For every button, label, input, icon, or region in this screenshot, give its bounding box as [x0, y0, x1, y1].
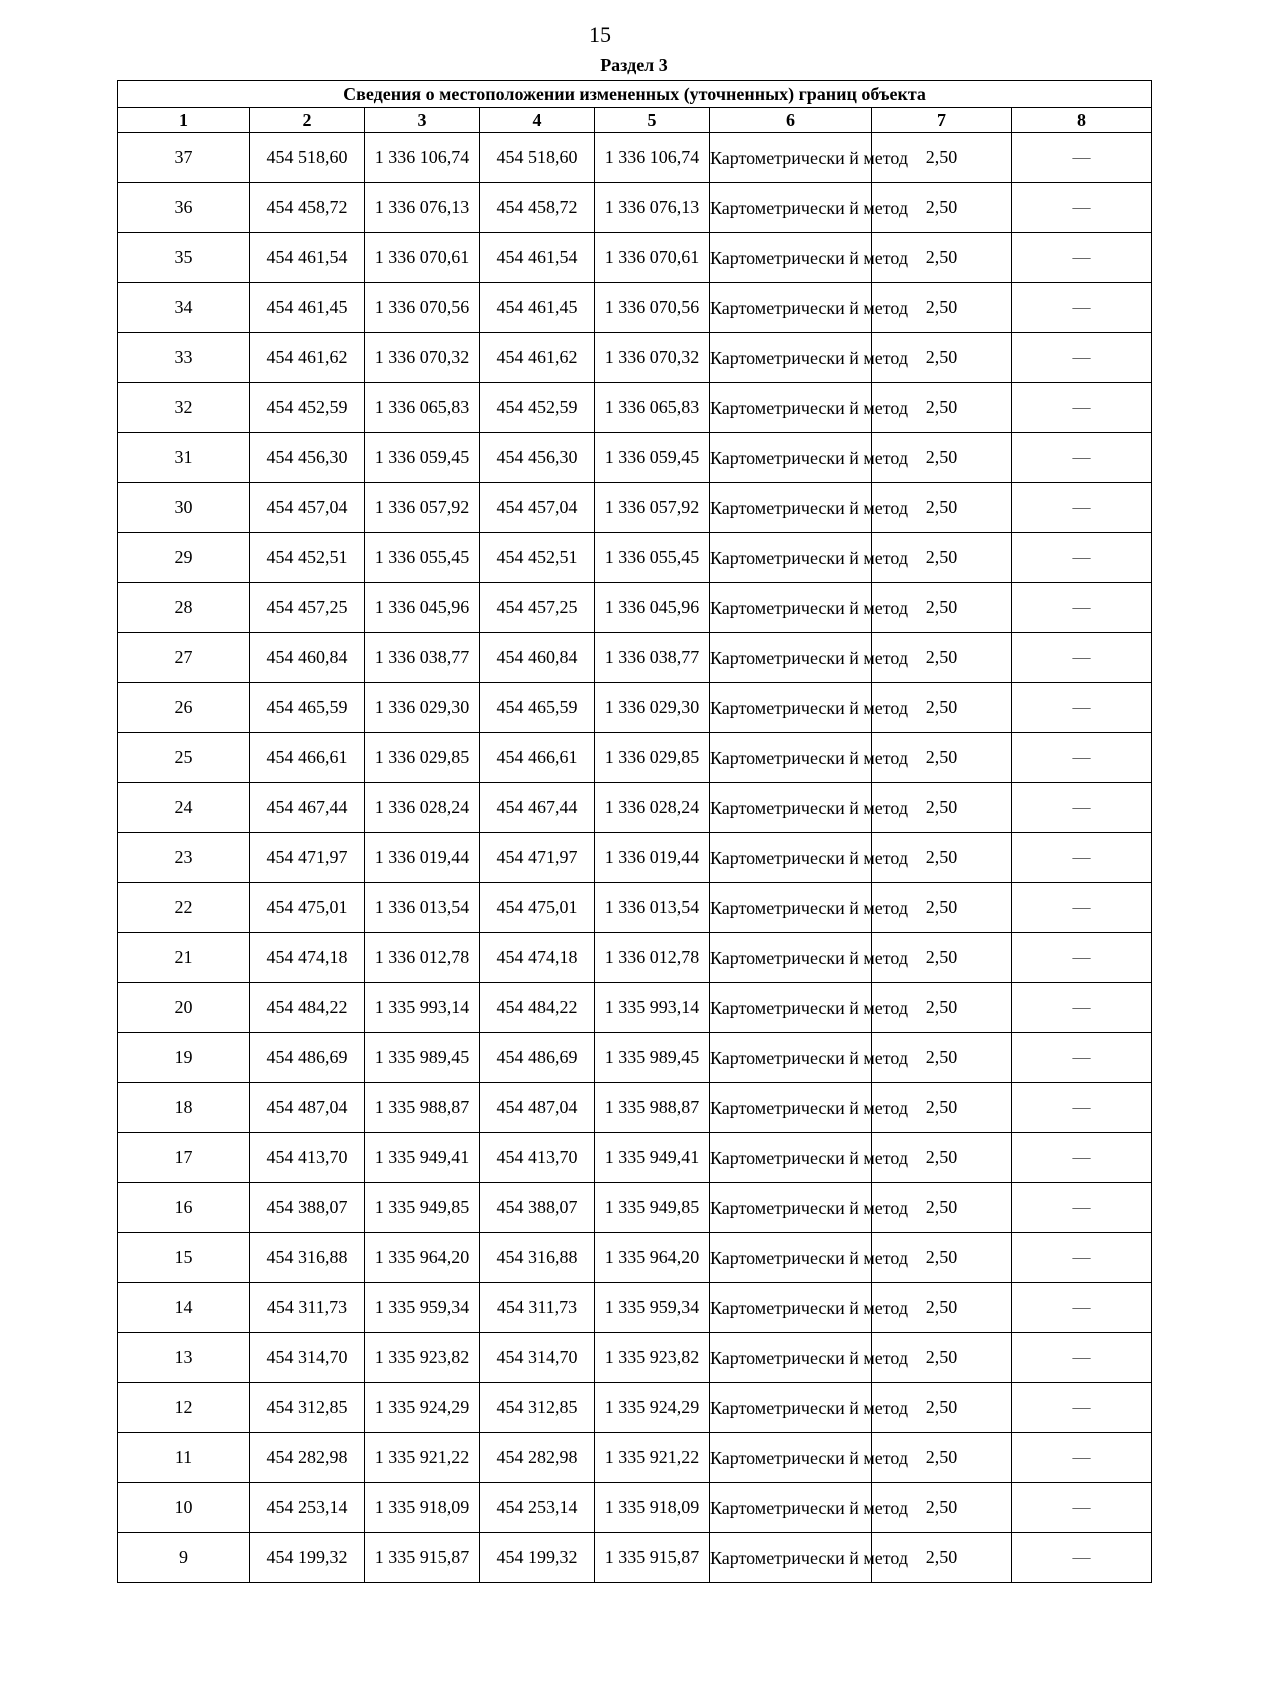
y-refined-cell: 1 336 059,45: [595, 433, 710, 483]
description-cell: —: [1012, 583, 1152, 633]
table-row: [118, 533, 1152, 583]
description-cell: —: [1012, 633, 1152, 683]
method-cell: Картометрически й метод: [710, 883, 872, 933]
method-cell: Картометрически й метод: [710, 1333, 872, 1383]
x-refined-cell: 454 314,70: [480, 1333, 595, 1383]
table-row: [118, 1433, 1152, 1483]
section-title: Раздел 3: [600, 55, 668, 75]
accuracy-cell: 2,50: [872, 333, 1012, 383]
y-existing-cell: 1 335 915,87: [365, 1533, 480, 1583]
description-cell: —: [1012, 1083, 1152, 1133]
accuracy-cell: 2,50: [872, 1233, 1012, 1283]
description-cell: —: [1012, 533, 1152, 583]
table-row: [118, 383, 1152, 433]
accuracy-cell: 2,50: [872, 533, 1012, 583]
description-cell: —: [1012, 733, 1152, 783]
x-existing-cell: 454 199,32: [250, 1533, 365, 1583]
description-cell: —: [1012, 833, 1152, 883]
accuracy-cell: 2,50: [872, 433, 1012, 483]
point-number-cell: 26: [118, 683, 250, 733]
y-existing-cell: 1 336 059,45: [365, 433, 480, 483]
x-refined-cell: 454 458,72: [480, 183, 595, 233]
accuracy-cell: 2,50: [872, 183, 1012, 233]
point-number-cell: 21: [118, 933, 250, 983]
table-row: [118, 233, 1152, 283]
description-cell: —: [1012, 1233, 1152, 1283]
x-refined-cell: 454 461,54: [480, 233, 595, 283]
table-row: [118, 483, 1152, 533]
method-cell: Картометрически й метод: [710, 1383, 872, 1433]
method-cell: Картометрически й метод: [710, 283, 872, 333]
y-refined-cell: 1 336 106,74: [595, 133, 710, 183]
table-row: [118, 683, 1152, 733]
y-existing-cell: 1 335 949,41: [365, 1133, 480, 1183]
y-existing-cell: 1 335 924,29: [365, 1383, 480, 1433]
point-number-cell: 13: [118, 1333, 250, 1383]
y-refined-cell: 1 336 029,85: [595, 733, 710, 783]
x-refined-cell: 454 484,22: [480, 983, 595, 1033]
x-existing-cell: 454 413,70: [250, 1133, 365, 1183]
table-row: [118, 1483, 1152, 1533]
description-cell: —: [1012, 1133, 1152, 1183]
point-number-cell: 15: [118, 1233, 250, 1283]
accuracy-cell: 2,50: [872, 1383, 1012, 1433]
x-existing-cell: 454 474,18: [250, 933, 365, 983]
x-existing-cell: 454 461,54: [250, 233, 365, 283]
point-number-cell: 23: [118, 833, 250, 883]
accuracy-cell: 2,50: [872, 133, 1012, 183]
point-number-cell: 35: [118, 233, 250, 283]
method-cell: Картометрически й метод: [710, 633, 872, 683]
x-existing-cell: 454 471,97: [250, 833, 365, 883]
column-number: 5: [595, 108, 710, 133]
method-cell: Картометрически й метод: [710, 433, 872, 483]
y-refined-cell: 1 336 045,96: [595, 583, 710, 633]
description-cell: —: [1012, 133, 1152, 183]
page-number: 15: [589, 22, 611, 47]
x-existing-cell: 454 282,98: [250, 1433, 365, 1483]
accuracy-cell: 2,50: [872, 933, 1012, 983]
point-number-cell: 25: [118, 733, 250, 783]
method-cell: Картометрически й метод: [710, 383, 872, 433]
accuracy-cell: 2,50: [872, 1333, 1012, 1383]
point-number-cell: 14: [118, 1283, 250, 1333]
method-cell: Картометрически й метод: [710, 533, 872, 583]
x-refined-cell: 454 518,60: [480, 133, 595, 183]
method-cell: Картометрически й метод: [710, 1083, 872, 1133]
description-cell: —: [1012, 383, 1152, 433]
y-refined-cell: 1 335 989,45: [595, 1033, 710, 1083]
method-cell: Картометрически й метод: [710, 683, 872, 733]
point-number-cell: 32: [118, 383, 250, 433]
accuracy-cell: 2,50: [872, 1033, 1012, 1083]
accuracy-cell: 2,50: [872, 883, 1012, 933]
y-refined-cell: 1 336 028,24: [595, 783, 710, 833]
description-cell: —: [1012, 1483, 1152, 1533]
y-refined-cell: 1 336 029,30: [595, 683, 710, 733]
point-number-cell: 19: [118, 1033, 250, 1083]
table-row: [118, 1083, 1152, 1133]
column-number: 8: [1012, 108, 1152, 133]
y-existing-cell: 1 335 923,82: [365, 1333, 480, 1383]
x-refined-cell: 454 475,01: [480, 883, 595, 933]
x-refined-cell: 454 456,30: [480, 433, 595, 483]
y-existing-cell: 1 335 988,87: [365, 1083, 480, 1133]
x-existing-cell: 454 452,59: [250, 383, 365, 433]
accuracy-cell: 2,50: [872, 1133, 1012, 1183]
x-existing-cell: 454 518,60: [250, 133, 365, 183]
y-refined-cell: 1 335 923,82: [595, 1333, 710, 1383]
table-row: [118, 183, 1152, 233]
y-existing-cell: 1 335 949,85: [365, 1183, 480, 1233]
table-row: [118, 1033, 1152, 1083]
point-number-cell: 10: [118, 1483, 250, 1533]
method-cell: Картометрически й метод: [710, 183, 872, 233]
accuracy-cell: 2,50: [872, 1283, 1012, 1333]
x-refined-cell: 454 457,04: [480, 483, 595, 533]
description-cell: —: [1012, 1533, 1152, 1583]
method-cell: Картометрически й метод: [710, 133, 872, 183]
x-refined-cell: 454 452,51: [480, 533, 595, 583]
y-existing-cell: 1 336 028,24: [365, 783, 480, 833]
column-number: 7: [872, 108, 1012, 133]
y-refined-cell: 1 336 013,54: [595, 883, 710, 933]
table-row: [118, 783, 1152, 833]
y-existing-cell: 1 335 993,14: [365, 983, 480, 1033]
column-number: 1: [118, 108, 250, 133]
table-row: [118, 1383, 1152, 1433]
method-cell: Картометрически й метод: [710, 783, 872, 833]
y-refined-cell: 1 336 070,61: [595, 233, 710, 283]
description-cell: —: [1012, 333, 1152, 383]
accuracy-cell: 2,50: [872, 1533, 1012, 1583]
description-cell: —: [1012, 1383, 1152, 1433]
y-existing-cell: 1 335 921,22: [365, 1433, 480, 1483]
x-existing-cell: 454 314,70: [250, 1333, 365, 1383]
x-refined-cell: 454 388,07: [480, 1183, 595, 1233]
y-refined-cell: 1 335 949,85: [595, 1183, 710, 1233]
table-row: [118, 1233, 1152, 1283]
x-refined-cell: 454 452,59: [480, 383, 595, 433]
table-row: [118, 933, 1152, 983]
point-number-cell: 11: [118, 1433, 250, 1483]
description-cell: —: [1012, 933, 1152, 983]
x-refined-cell: 454 487,04: [480, 1083, 595, 1133]
point-number-cell: 24: [118, 783, 250, 833]
table-row: [118, 333, 1152, 383]
x-existing-cell: 454 484,22: [250, 983, 365, 1033]
accuracy-cell: 2,50: [872, 1433, 1012, 1483]
y-existing-cell: 1 335 918,09: [365, 1483, 480, 1533]
method-cell: Картометрически й метод: [710, 1483, 872, 1533]
description-cell: —: [1012, 683, 1152, 733]
table-row: [118, 1533, 1152, 1583]
y-refined-cell: 1 336 012,78: [595, 933, 710, 983]
description-cell: —: [1012, 783, 1152, 833]
x-refined-cell: 454 311,73: [480, 1283, 595, 1333]
x-refined-cell: 454 471,97: [480, 833, 595, 883]
y-refined-cell: 1 336 038,77: [595, 633, 710, 683]
x-existing-cell: 454 253,14: [250, 1483, 365, 1533]
x-existing-cell: 454 457,25: [250, 583, 365, 633]
method-cell: Картометрически й метод: [710, 1533, 872, 1583]
x-refined-cell: 454 465,59: [480, 683, 595, 733]
description-cell: —: [1012, 883, 1152, 933]
y-existing-cell: 1 336 055,45: [365, 533, 480, 583]
column-number: 6: [710, 108, 872, 133]
boundary-coordinates-table: [117, 80, 1152, 1583]
y-refined-cell: 1 336 019,44: [595, 833, 710, 883]
x-existing-cell: 454 458,72: [250, 183, 365, 233]
point-number-cell: 22: [118, 883, 250, 933]
description-cell: —: [1012, 983, 1152, 1033]
description-cell: —: [1012, 183, 1152, 233]
y-existing-cell: 1 336 076,13: [365, 183, 480, 233]
table-row: [118, 1133, 1152, 1183]
y-existing-cell: 1 336 065,83: [365, 383, 480, 433]
x-refined-cell: 454 474,18: [480, 933, 595, 983]
x-existing-cell: 454 461,62: [250, 333, 365, 383]
accuracy-cell: 2,50: [872, 783, 1012, 833]
y-existing-cell: 1 336 013,54: [365, 883, 480, 933]
point-number-cell: 28: [118, 583, 250, 633]
x-existing-cell: 454 475,01: [250, 883, 365, 933]
table-row: [118, 133, 1152, 183]
column-number: 3: [365, 108, 480, 133]
accuracy-cell: 2,50: [872, 1483, 1012, 1533]
y-existing-cell: 1 336 070,61: [365, 233, 480, 283]
table-row: [118, 1283, 1152, 1333]
x-existing-cell: 454 311,73: [250, 1283, 365, 1333]
description-cell: —: [1012, 1183, 1152, 1233]
point-number-cell: 27: [118, 633, 250, 683]
y-existing-cell: 1 336 029,85: [365, 733, 480, 783]
point-number-cell: 37: [118, 133, 250, 183]
method-cell: Картометрически й метод: [710, 833, 872, 883]
method-cell: Картометрически й метод: [710, 933, 872, 983]
x-refined-cell: 454 253,14: [480, 1483, 595, 1533]
y-refined-cell: 1 335 918,09: [595, 1483, 710, 1533]
table-row: [118, 1333, 1152, 1383]
method-cell: Картометрически й метод: [710, 1033, 872, 1083]
x-existing-cell: 454 461,45: [250, 283, 365, 333]
description-cell: —: [1012, 1283, 1152, 1333]
point-number-cell: 36: [118, 183, 250, 233]
y-refined-cell: 1 335 964,20: [595, 1233, 710, 1283]
y-existing-cell: 1 336 106,74: [365, 133, 480, 183]
y-existing-cell: 1 335 964,20: [365, 1233, 480, 1283]
accuracy-cell: 2,50: [872, 233, 1012, 283]
description-cell: —: [1012, 1033, 1152, 1083]
x-existing-cell: 454 486,69: [250, 1033, 365, 1083]
y-refined-cell: 1 335 921,22: [595, 1433, 710, 1483]
accuracy-cell: 2,50: [872, 483, 1012, 533]
column-number-row: [118, 108, 1152, 133]
method-cell: Картометрически й метод: [710, 1433, 872, 1483]
x-existing-cell: 454 467,44: [250, 783, 365, 833]
y-existing-cell: 1 336 038,77: [365, 633, 480, 683]
method-cell: Картометрически й метод: [710, 233, 872, 283]
accuracy-cell: 2,50: [872, 1083, 1012, 1133]
y-existing-cell: 1 336 045,96: [365, 583, 480, 633]
y-existing-cell: 1 335 989,45: [365, 1033, 480, 1083]
accuracy-cell: 2,50: [872, 1183, 1012, 1233]
x-refined-cell: 454 457,25: [480, 583, 595, 633]
point-number-cell: 34: [118, 283, 250, 333]
x-existing-cell: 454 465,59: [250, 683, 365, 733]
table-row: [118, 983, 1152, 1033]
y-refined-cell: 1 335 993,14: [595, 983, 710, 1033]
point-number-cell: 30: [118, 483, 250, 533]
table-row: [118, 633, 1152, 683]
x-existing-cell: 454 457,04: [250, 483, 365, 533]
x-refined-cell: 454 282,98: [480, 1433, 595, 1483]
x-refined-cell: 454 460,84: [480, 633, 595, 683]
description-cell: —: [1012, 283, 1152, 333]
table-row: [118, 1183, 1152, 1233]
y-refined-cell: 1 335 988,87: [595, 1083, 710, 1133]
x-existing-cell: 454 316,88: [250, 1233, 365, 1283]
point-number-cell: 33: [118, 333, 250, 383]
description-cell: —: [1012, 1333, 1152, 1383]
accuracy-cell: 2,50: [872, 733, 1012, 783]
x-refined-cell: 454 413,70: [480, 1133, 595, 1183]
y-refined-cell: 1 336 070,56: [595, 283, 710, 333]
y-refined-cell: 1 336 057,92: [595, 483, 710, 533]
y-existing-cell: 1 336 057,92: [365, 483, 480, 533]
accuracy-cell: 2,50: [872, 983, 1012, 1033]
table-row: [118, 583, 1152, 633]
accuracy-cell: 2,50: [872, 383, 1012, 433]
table-row: [118, 283, 1152, 333]
y-existing-cell: 1 335 959,34: [365, 1283, 480, 1333]
table-row: [118, 883, 1152, 933]
y-refined-cell: 1 336 070,32: [595, 333, 710, 383]
y-existing-cell: 1 336 070,56: [365, 283, 480, 333]
description-cell: —: [1012, 1433, 1152, 1483]
x-existing-cell: 454 487,04: [250, 1083, 365, 1133]
point-number-cell: 16: [118, 1183, 250, 1233]
accuracy-cell: 2,50: [872, 833, 1012, 883]
x-refined-cell: 454 486,69: [480, 1033, 595, 1083]
x-refined-cell: 454 312,85: [480, 1383, 595, 1433]
point-number-cell: 29: [118, 533, 250, 583]
x-existing-cell: 454 312,85: [250, 1383, 365, 1433]
point-number-cell: 18: [118, 1083, 250, 1133]
x-refined-cell: 454 461,62: [480, 333, 595, 383]
y-refined-cell: 1 335 924,29: [595, 1383, 710, 1433]
x-existing-cell: 454 388,07: [250, 1183, 365, 1233]
accuracy-cell: 2,50: [872, 283, 1012, 333]
table-caption: Сведения о местоположении измененных (уточненных) границ объекта: [118, 81, 1152, 108]
accuracy-cell: 2,50: [872, 583, 1012, 633]
y-refined-cell: 1 335 915,87: [595, 1533, 710, 1583]
table-row: [118, 833, 1152, 883]
x-existing-cell: 454 466,61: [250, 733, 365, 783]
accuracy-cell: 2,50: [872, 683, 1012, 733]
y-refined-cell: 1 336 055,45: [595, 533, 710, 583]
x-existing-cell: 454 456,30: [250, 433, 365, 483]
description-cell: —: [1012, 233, 1152, 283]
method-cell: Картометрически й метод: [710, 1183, 872, 1233]
point-number-cell: 9: [118, 1533, 250, 1583]
method-cell: Картометрически й метод: [710, 583, 872, 633]
point-number-cell: 17: [118, 1133, 250, 1183]
column-number: 4: [480, 108, 595, 133]
point-number-cell: 12: [118, 1383, 250, 1433]
point-number-cell: 20: [118, 983, 250, 1033]
description-cell: —: [1012, 433, 1152, 483]
y-refined-cell: 1 335 959,34: [595, 1283, 710, 1333]
x-refined-cell: 454 199,32: [480, 1533, 595, 1583]
y-refined-cell: 1 336 076,13: [595, 183, 710, 233]
table-body: [118, 133, 1152, 1583]
table-row: [118, 433, 1152, 483]
x-existing-cell: 454 452,51: [250, 533, 365, 583]
x-refined-cell: 454 316,88: [480, 1233, 595, 1283]
accuracy-cell: 2,50: [872, 633, 1012, 683]
y-existing-cell: 1 336 012,78: [365, 933, 480, 983]
y-existing-cell: 1 336 070,32: [365, 333, 480, 383]
y-existing-cell: 1 336 029,30: [365, 683, 480, 733]
method-cell: Картометрически й метод: [710, 1233, 872, 1283]
method-cell: Картометрически й метод: [710, 333, 872, 383]
x-refined-cell: 454 467,44: [480, 783, 595, 833]
point-number-cell: 31: [118, 433, 250, 483]
y-existing-cell: 1 336 019,44: [365, 833, 480, 883]
column-number: 2: [250, 108, 365, 133]
x-refined-cell: 454 461,45: [480, 283, 595, 333]
table-row: [118, 733, 1152, 783]
method-cell: Картометрически й метод: [710, 1133, 872, 1183]
y-refined-cell: 1 336 065,83: [595, 383, 710, 433]
description-cell: —: [1012, 483, 1152, 533]
y-refined-cell: 1 335 949,41: [595, 1133, 710, 1183]
method-cell: Картометрически й метод: [710, 983, 872, 1033]
x-refined-cell: 454 466,61: [480, 733, 595, 783]
method-cell: Картометрически й метод: [710, 1283, 872, 1333]
method-cell: Картометрически й метод: [710, 483, 872, 533]
method-cell: Картометрически й метод: [710, 733, 872, 783]
x-existing-cell: 454 460,84: [250, 633, 365, 683]
